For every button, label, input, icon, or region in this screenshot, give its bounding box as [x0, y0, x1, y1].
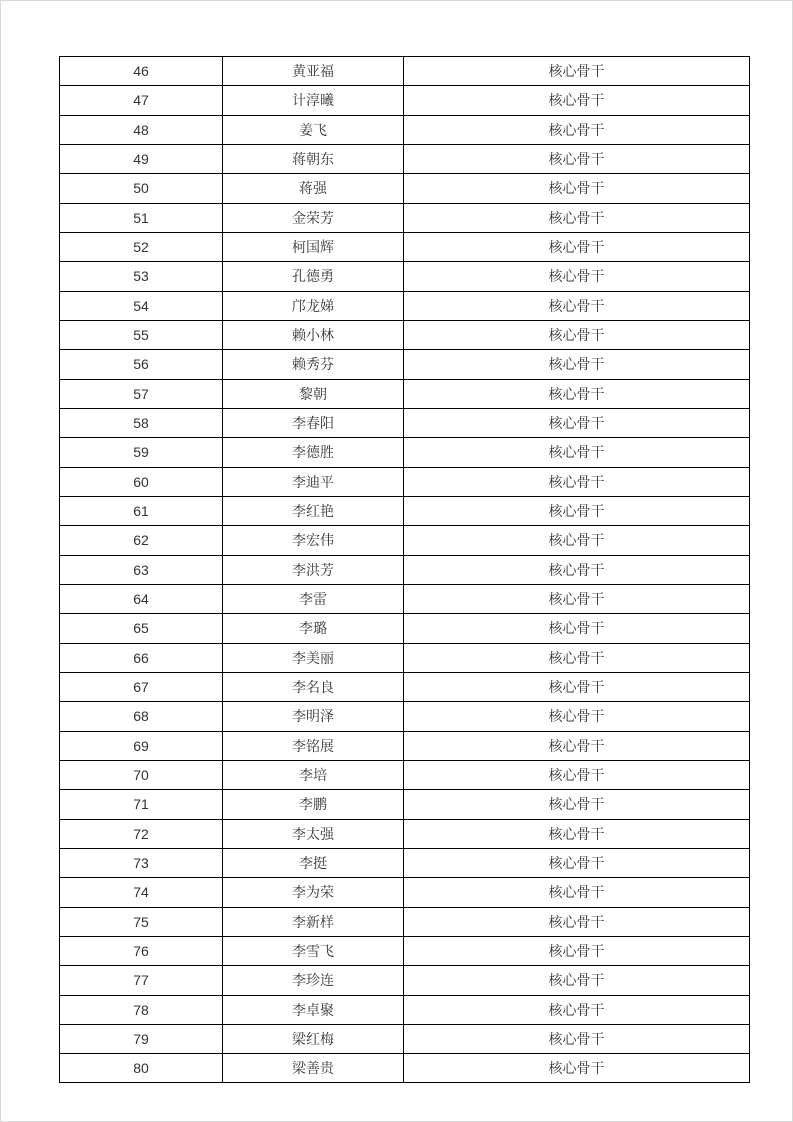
serial-cell: 73 — [60, 848, 223, 877]
role-cell: 核心骨干 — [404, 320, 750, 349]
roster-table-body — [60, 57, 750, 1083]
table-row — [60, 115, 750, 144]
name-cell: 黎朝 — [223, 379, 404, 408]
serial-cell: 72 — [60, 819, 223, 848]
serial-cell: 66 — [60, 643, 223, 672]
table-row — [60, 86, 750, 115]
serial-cell: 76 — [60, 936, 223, 965]
role-cell: 核心骨干 — [404, 379, 750, 408]
name-cell: 梁善贵 — [223, 1054, 404, 1083]
name-cell: 李卓聚 — [223, 995, 404, 1024]
role-cell: 核心骨干 — [404, 555, 750, 584]
name-cell: 李宏伟 — [223, 526, 404, 555]
name-cell: 李为荣 — [223, 878, 404, 907]
role-cell: 核心骨干 — [404, 819, 750, 848]
serial-cell: 78 — [60, 995, 223, 1024]
role-cell: 核心骨干 — [404, 467, 750, 496]
name-cell: 李雪飞 — [223, 936, 404, 965]
role-cell: 核心骨干 — [404, 672, 750, 701]
role-cell: 核心骨干 — [404, 144, 750, 173]
role-cell: 核心骨干 — [404, 966, 750, 995]
name-cell: 李挺 — [223, 848, 404, 877]
serial-cell: 63 — [60, 555, 223, 584]
name-cell: 李美丽 — [223, 643, 404, 672]
serial-cell: 67 — [60, 672, 223, 701]
role-cell: 核心骨干 — [404, 643, 750, 672]
name-cell: 黄亚福 — [223, 57, 404, 86]
role-cell: 核心骨干 — [404, 1024, 750, 1053]
serial-cell: 58 — [60, 408, 223, 437]
table-row — [60, 819, 750, 848]
name-cell: 李迪平 — [223, 467, 404, 496]
table-row — [60, 848, 750, 877]
serial-cell: 71 — [60, 790, 223, 819]
role-cell: 核心骨干 — [404, 174, 750, 203]
role-cell: 核心骨干 — [404, 86, 750, 115]
serial-cell: 46 — [60, 57, 223, 86]
role-cell: 核心骨干 — [404, 760, 750, 789]
table-row — [60, 643, 750, 672]
role-cell: 核心骨干 — [404, 57, 750, 86]
name-cell: 梁红梅 — [223, 1024, 404, 1053]
table-row — [60, 350, 750, 379]
role-cell: 核心骨干 — [404, 115, 750, 144]
serial-cell: 56 — [60, 350, 223, 379]
name-cell: 柯国辉 — [223, 232, 404, 261]
serial-cell: 52 — [60, 232, 223, 261]
table-row — [60, 291, 750, 320]
table-row — [60, 496, 750, 525]
role-cell: 核心骨干 — [404, 731, 750, 760]
name-cell: 李珍连 — [223, 966, 404, 995]
name-cell: 计淳曦 — [223, 86, 404, 115]
table-row — [60, 144, 750, 173]
table-row — [60, 760, 750, 789]
role-cell: 核心骨干 — [404, 350, 750, 379]
role-cell: 核心骨干 — [404, 1054, 750, 1083]
table-row — [60, 320, 750, 349]
name-cell: 李名良 — [223, 672, 404, 701]
table-row — [60, 936, 750, 965]
role-cell: 核心骨干 — [404, 262, 750, 291]
serial-cell: 62 — [60, 526, 223, 555]
serial-cell: 49 — [60, 144, 223, 173]
serial-cell: 68 — [60, 702, 223, 731]
role-cell: 核心骨干 — [404, 907, 750, 936]
table-row — [60, 232, 750, 261]
serial-cell: 60 — [60, 467, 223, 496]
serial-cell: 61 — [60, 496, 223, 525]
role-cell: 核心骨干 — [404, 702, 750, 731]
table-row — [60, 57, 750, 86]
serial-cell: 77 — [60, 966, 223, 995]
role-cell: 核心骨干 — [404, 614, 750, 643]
serial-cell: 74 — [60, 878, 223, 907]
serial-cell: 70 — [60, 760, 223, 789]
table-row — [60, 995, 750, 1024]
name-cell: 姜飞 — [223, 115, 404, 144]
name-cell: 金荣芳 — [223, 203, 404, 232]
table-row — [60, 907, 750, 936]
table-row — [60, 672, 750, 701]
table-row — [60, 408, 750, 437]
table-row — [60, 203, 750, 232]
name-cell: 李明泽 — [223, 702, 404, 731]
role-cell: 核心骨干 — [404, 995, 750, 1024]
role-cell: 核心骨干 — [404, 526, 750, 555]
table-row — [60, 584, 750, 613]
role-cell: 核心骨干 — [404, 203, 750, 232]
table-row — [60, 379, 750, 408]
table-row — [60, 790, 750, 819]
table-row — [60, 1054, 750, 1083]
role-cell: 核心骨干 — [404, 438, 750, 467]
name-cell: 李德胜 — [223, 438, 404, 467]
name-cell: 李铭展 — [223, 731, 404, 760]
serial-cell: 54 — [60, 291, 223, 320]
serial-cell: 51 — [60, 203, 223, 232]
name-cell: 李鹏 — [223, 790, 404, 819]
name-cell: 赖秀芬 — [223, 350, 404, 379]
serial-cell: 47 — [60, 86, 223, 115]
table-row — [60, 966, 750, 995]
serial-cell: 55 — [60, 320, 223, 349]
serial-cell: 53 — [60, 262, 223, 291]
table-row — [60, 614, 750, 643]
serial-cell: 80 — [60, 1054, 223, 1083]
table-row — [60, 526, 750, 555]
name-cell: 李新样 — [223, 907, 404, 936]
serial-cell: 65 — [60, 614, 223, 643]
role-cell: 核心骨干 — [404, 936, 750, 965]
name-cell: 李璐 — [223, 614, 404, 643]
role-cell: 核心骨干 — [404, 848, 750, 877]
serial-cell: 79 — [60, 1024, 223, 1053]
serial-cell: 69 — [60, 731, 223, 760]
name-cell: 李培 — [223, 760, 404, 789]
table-row — [60, 438, 750, 467]
role-cell: 核心骨干 — [404, 408, 750, 437]
role-cell: 核心骨干 — [404, 291, 750, 320]
name-cell: 赖小林 — [223, 320, 404, 349]
table-row — [60, 467, 750, 496]
table-row — [60, 1024, 750, 1053]
name-cell: 李雷 — [223, 584, 404, 613]
name-cell: 李春阳 — [223, 408, 404, 437]
name-cell: 邝龙娣 — [223, 291, 404, 320]
role-cell: 核心骨干 — [404, 878, 750, 907]
serial-cell: 48 — [60, 115, 223, 144]
name-cell: 蒋朝东 — [223, 144, 404, 173]
table-row — [60, 702, 750, 731]
roster-table — [59, 56, 750, 1083]
name-cell: 李洪芳 — [223, 555, 404, 584]
table-row — [60, 174, 750, 203]
table-row — [60, 262, 750, 291]
table-row — [60, 878, 750, 907]
name-cell: 孔德勇 — [223, 262, 404, 291]
name-cell: 李太强 — [223, 819, 404, 848]
serial-cell: 64 — [60, 584, 223, 613]
name-cell: 蒋强 — [223, 174, 404, 203]
name-cell: 李红艳 — [223, 496, 404, 525]
serial-cell: 57 — [60, 379, 223, 408]
table-row — [60, 555, 750, 584]
role-cell: 核心骨干 — [404, 790, 750, 819]
role-cell: 核心骨干 — [404, 584, 750, 613]
serial-cell: 50 — [60, 174, 223, 203]
role-cell: 核心骨干 — [404, 232, 750, 261]
role-cell: 核心骨干 — [404, 496, 750, 525]
table-row — [60, 731, 750, 760]
serial-cell: 59 — [60, 438, 223, 467]
serial-cell: 75 — [60, 907, 223, 936]
